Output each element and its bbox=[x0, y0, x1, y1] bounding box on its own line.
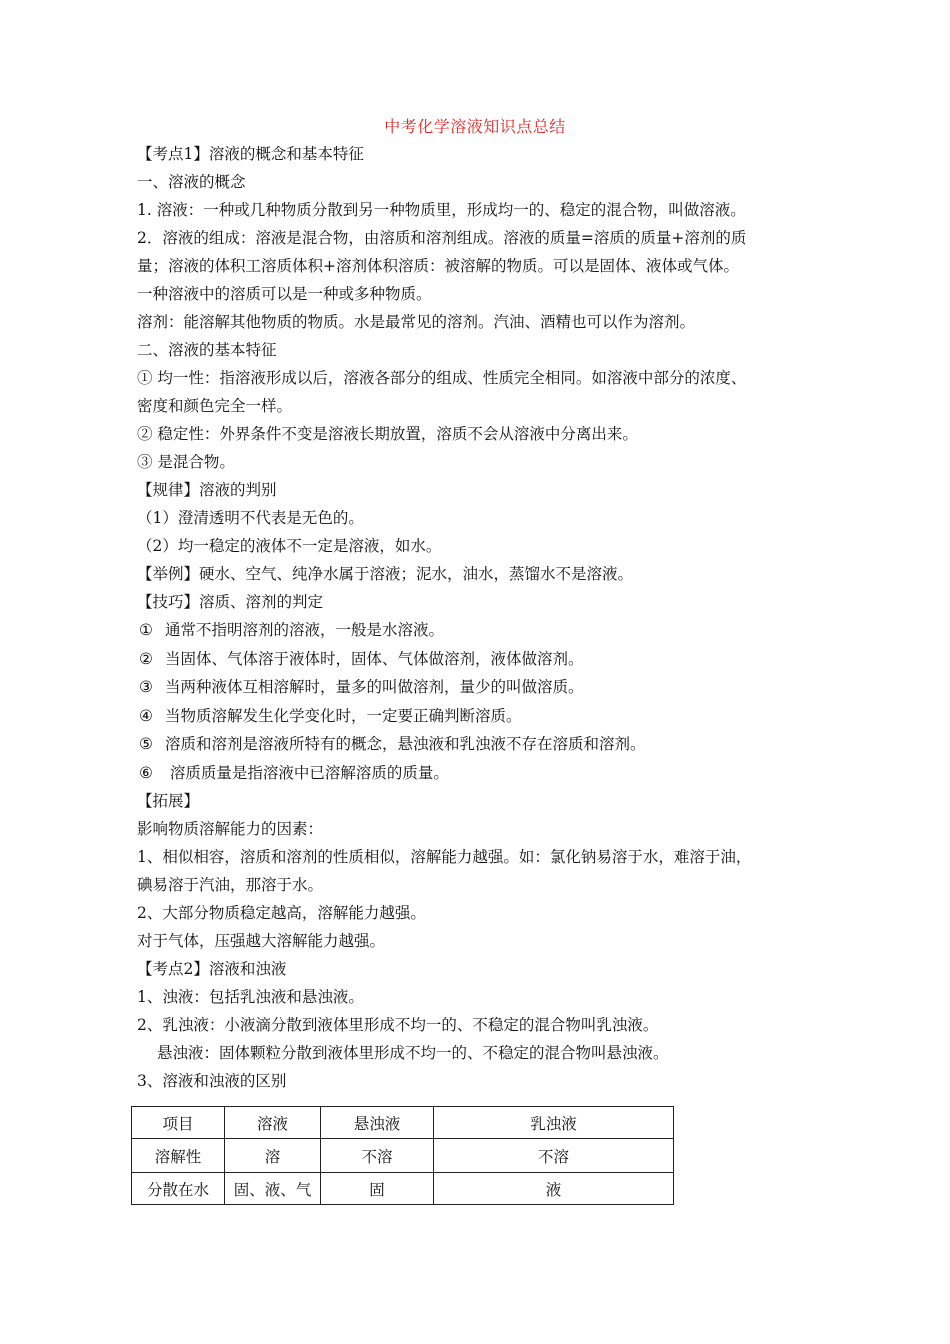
text-line: 影响物质溶解能力的因素： bbox=[137, 820, 324, 838]
table-row bbox=[132, 1139, 674, 1173]
table-header-cell: 项目 bbox=[132, 1107, 225, 1139]
tip-number: ③ bbox=[139, 678, 153, 696]
document-title: 中考化学溶液知识点总结 bbox=[384, 117, 566, 136]
text-line: 碘易溶于汽油，那溶于水。 bbox=[137, 876, 324, 894]
text-line: 1、浊液：包括乳浊液和悬浊液。 bbox=[137, 988, 364, 1006]
document-body bbox=[137, 140, 827, 1095]
text-line: 1. 溶液：一种或几种物质分散到另一种物质里，形成均一的、稳定的混合物，叫做溶液。 bbox=[137, 201, 746, 219]
text-line: 2、大部分物质稳定越高，溶解能力越强。 bbox=[137, 904, 426, 922]
tip-item bbox=[137, 616, 827, 645]
table-cell: 固、液、气 bbox=[225, 1173, 321, 1205]
text-line: 悬浊液：固体颗粒分散到液体里形成不均一的、不稳定的混合物叫悬浊液。 bbox=[157, 1044, 669, 1062]
table-cell: 液 bbox=[434, 1173, 674, 1205]
tip-number: ② bbox=[139, 649, 153, 668]
tip-text: 当物质溶解发生化学变化时，一定要正确判断溶质。 bbox=[165, 706, 522, 725]
text-line: 溶剂：能溶解其他物质的物质。水是最常见的溶剂。汽油、酒精也可以作为溶剂。 bbox=[137, 313, 696, 331]
comparison-table bbox=[131, 1106, 674, 1205]
table-cell: 固 bbox=[321, 1173, 434, 1205]
text-line: 对于气体，压强越大溶解能力越强。 bbox=[137, 932, 386, 950]
tip-number: ⑤ bbox=[139, 735, 153, 753]
table-header-row bbox=[132, 1107, 674, 1139]
text-line: 【规律】溶液的判别 bbox=[137, 481, 277, 499]
table-cell: 分散在水 bbox=[132, 1173, 225, 1205]
tip-text: 溶质质量是指溶液中已溶解溶质的质量。 bbox=[165, 763, 449, 782]
table-row bbox=[132, 1173, 674, 1205]
tip-number: ④ bbox=[139, 706, 153, 725]
text-line: 一、溶液的概念 bbox=[137, 173, 246, 191]
text-line: 一种溶液中的溶质可以是一种或多种物质。 bbox=[137, 285, 432, 303]
tip-item bbox=[137, 702, 827, 731]
tip-number: ⑥ bbox=[139, 763, 153, 782]
tip-text: 溶质和溶剂是溶液所特有的概念，悬浊液和乳浊液不存在溶质和溶剂。 bbox=[165, 735, 646, 753]
text-line: 【考点2】溶液和浊液 bbox=[137, 960, 287, 978]
text-line: 【举例】硬水、空气、纯净水属于溶液；泥水，油水，蒸馏水不是溶液。 bbox=[137, 565, 634, 583]
text-line: 2．溶液的组成：溶液是混合物，由溶质和溶剂组成。溶液的质量=溶质的质量+溶剂的质 bbox=[137, 229, 747, 247]
text-line: 【拓展】 bbox=[137, 792, 200, 810]
table-header-cell: 溶液 bbox=[225, 1107, 321, 1139]
table-cell: 溶解性 bbox=[132, 1139, 225, 1173]
table-header-cell: 悬浊液 bbox=[321, 1107, 434, 1139]
tip-item bbox=[137, 645, 827, 674]
text-line: 【技巧】溶质、溶剂的判定 bbox=[137, 593, 324, 611]
tip-text: 当固体、气体溶于液体时，固体、气体做溶剂，液体做溶剂。 bbox=[165, 649, 584, 668]
tip-item bbox=[137, 759, 827, 788]
tip-text: 通常不指明溶剂的溶液，一般是水溶液。 bbox=[165, 621, 445, 639]
text-line: ② 稳定性：外界条件不变是溶液长期放置，溶质不会从溶液中分离出来。 bbox=[137, 425, 638, 443]
text-line: 量；溶液的体积工溶质体积+溶剂体积溶质：被溶解的物质。可以是固体、液体或气体。 bbox=[137, 257, 739, 275]
table-header-cell: 乳浊液 bbox=[434, 1107, 674, 1139]
text-line: （2）均一稳定的液体不一定是溶液，如水。 bbox=[137, 537, 442, 555]
text-line: 1、相似相容，溶质和溶剂的性质相似，溶解能力越强。如：氯化钠易溶于水，难溶于油， bbox=[137, 848, 752, 866]
tip-item bbox=[137, 730, 827, 759]
table-cell: 不溶 bbox=[321, 1139, 434, 1173]
table-cell: 不溶 bbox=[434, 1139, 674, 1173]
text-line: 二、溶液的基本特征 bbox=[137, 341, 277, 359]
text-line: 【考点1】溶液的概念和基本特征 bbox=[137, 145, 364, 163]
text-line: 3、溶液和浊液的区别 bbox=[137, 1072, 287, 1090]
text-line: 2、乳浊液：小液滴分散到液体里形成不均一的、不稳定的混合物叫乳浊液。 bbox=[137, 1016, 659, 1034]
table-cell: 溶 bbox=[225, 1139, 321, 1173]
tip-item bbox=[137, 673, 827, 702]
text-line: 密度和颜色完全一样。 bbox=[137, 397, 293, 415]
tip-text: 当两种液体互相溶解时，量多的叫做溶剂，量少的叫做溶质。 bbox=[165, 678, 584, 696]
tip-number: ① bbox=[139, 621, 153, 639]
text-line: ① 均一性：指溶液形成以后，溶液各部分的组成、性质完全相同。如溶液中部分的浓度、 bbox=[137, 369, 747, 387]
text-line: （1）澄清透明不代表是无色的。 bbox=[137, 509, 364, 527]
text-line: ③ 是混合物。 bbox=[137, 453, 235, 471]
